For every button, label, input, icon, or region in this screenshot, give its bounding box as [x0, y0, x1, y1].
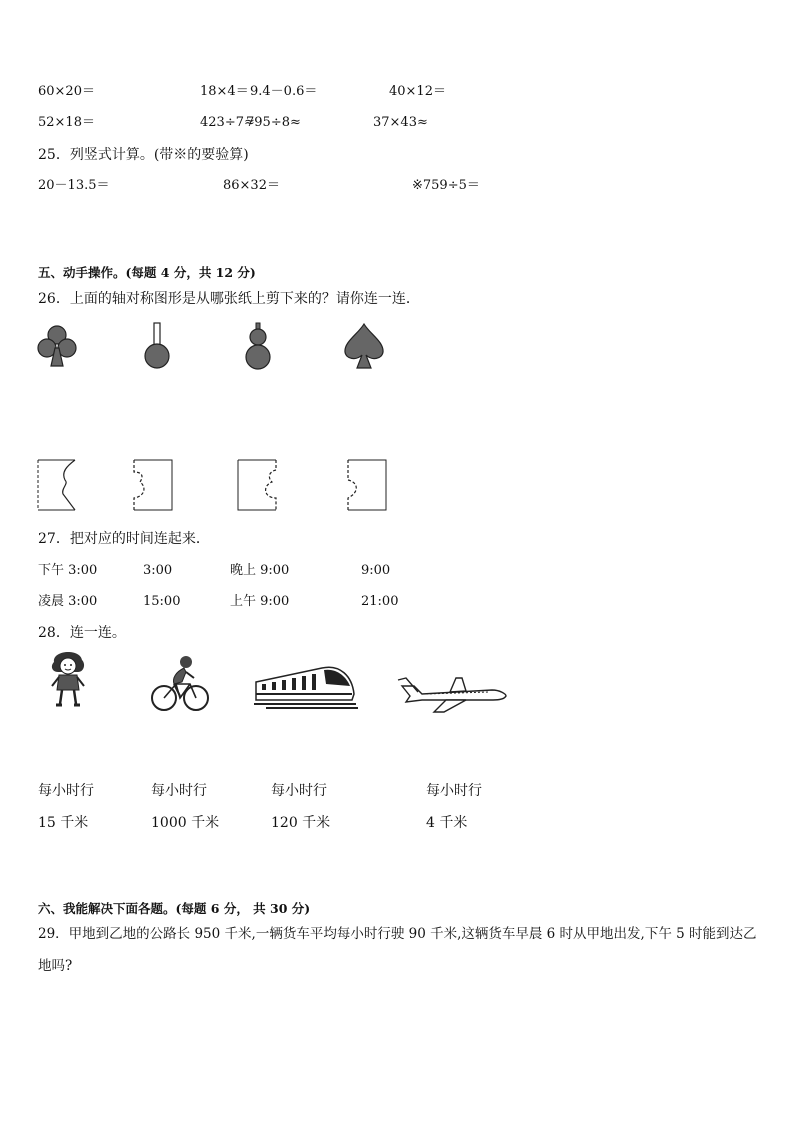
- time-item: 9:00: [361, 563, 391, 578]
- speed-label: 每小时行: [426, 783, 482, 799]
- calc-item: 60×20＝: [38, 84, 95, 99]
- speed-value: 4 千米: [426, 815, 468, 831]
- question-25-title: 25．列竖式计算。(带※的要验算): [38, 147, 249, 163]
- time-item: 晚上 9:00: [230, 563, 290, 578]
- speed-label: 每小时行: [151, 783, 207, 799]
- speed-label: 每小时行: [38, 783, 94, 799]
- question-29-line2: 地吗?: [38, 958, 73, 974]
- vertical-calc-item: 20－13.5＝: [38, 178, 110, 193]
- folded-paper-3: [236, 458, 278, 512]
- time-item: 15:00: [143, 594, 181, 609]
- spade-icon: [342, 322, 386, 370]
- calc-item: 9.4－0.6＝: [250, 84, 318, 99]
- folded-paper-1: [37, 458, 77, 512]
- folded-paper-2: [132, 458, 174, 512]
- question-29-line1: 29．甲地到乙地的公路长 950 千米,一辆货车平均每小时行驶 90 千米,这辆货车早晨 6 时从甲地出发,下午 5 时能到达乙: [38, 926, 757, 942]
- child-walking-icon: [46, 648, 90, 710]
- section-6-heading: 六、我能解决下面各题。(每题 6 分， 共 30 分): [38, 901, 311, 916]
- calc-item: 18×4＝: [200, 84, 249, 99]
- speed-label: 每小时行: [271, 783, 327, 799]
- time-item: 凌晨 3:00: [38, 594, 98, 609]
- calc-item: 795÷8≈: [246, 115, 301, 130]
- calc-item: 37×43≈: [373, 115, 428, 130]
- speed-value: 1000 千米: [151, 815, 220, 831]
- time-item: 21:00: [361, 594, 399, 609]
- calc-item: 423÷7≈: [200, 115, 255, 130]
- question-26-title: 26．上面的轴对称图形是从哪张纸上剪下来的？请你连一连．: [38, 291, 420, 307]
- section-5-heading: 五、动手操作。(每题 4 分，共 12 分): [38, 265, 256, 280]
- vertical-calc-item: ※759÷5＝: [412, 178, 480, 193]
- calc-item: 40×12＝: [389, 84, 446, 99]
- vertical-calc-item: 86×32＝: [223, 178, 280, 193]
- gourd-single-icon: [140, 322, 174, 370]
- speed-value: 120 千米: [271, 815, 331, 831]
- time-item: 上午 9:00: [230, 594, 290, 609]
- folded-paper-4: [346, 458, 388, 512]
- gourd-double-icon: [242, 322, 274, 370]
- high-speed-train-icon: [252, 660, 358, 712]
- time-item: 3:00: [143, 563, 173, 578]
- question-27-title: 27．把对应的时间连起来．: [38, 531, 210, 547]
- cyclist-icon: [150, 652, 210, 714]
- club-icon: [36, 324, 78, 368]
- question-28-title: 28．连一连。: [38, 625, 126, 641]
- calc-item: 52×18＝: [38, 115, 95, 130]
- speed-value: 15 千米: [38, 815, 89, 831]
- airplane-icon: [396, 672, 508, 714]
- time-item: 下午 3:00: [38, 563, 98, 578]
